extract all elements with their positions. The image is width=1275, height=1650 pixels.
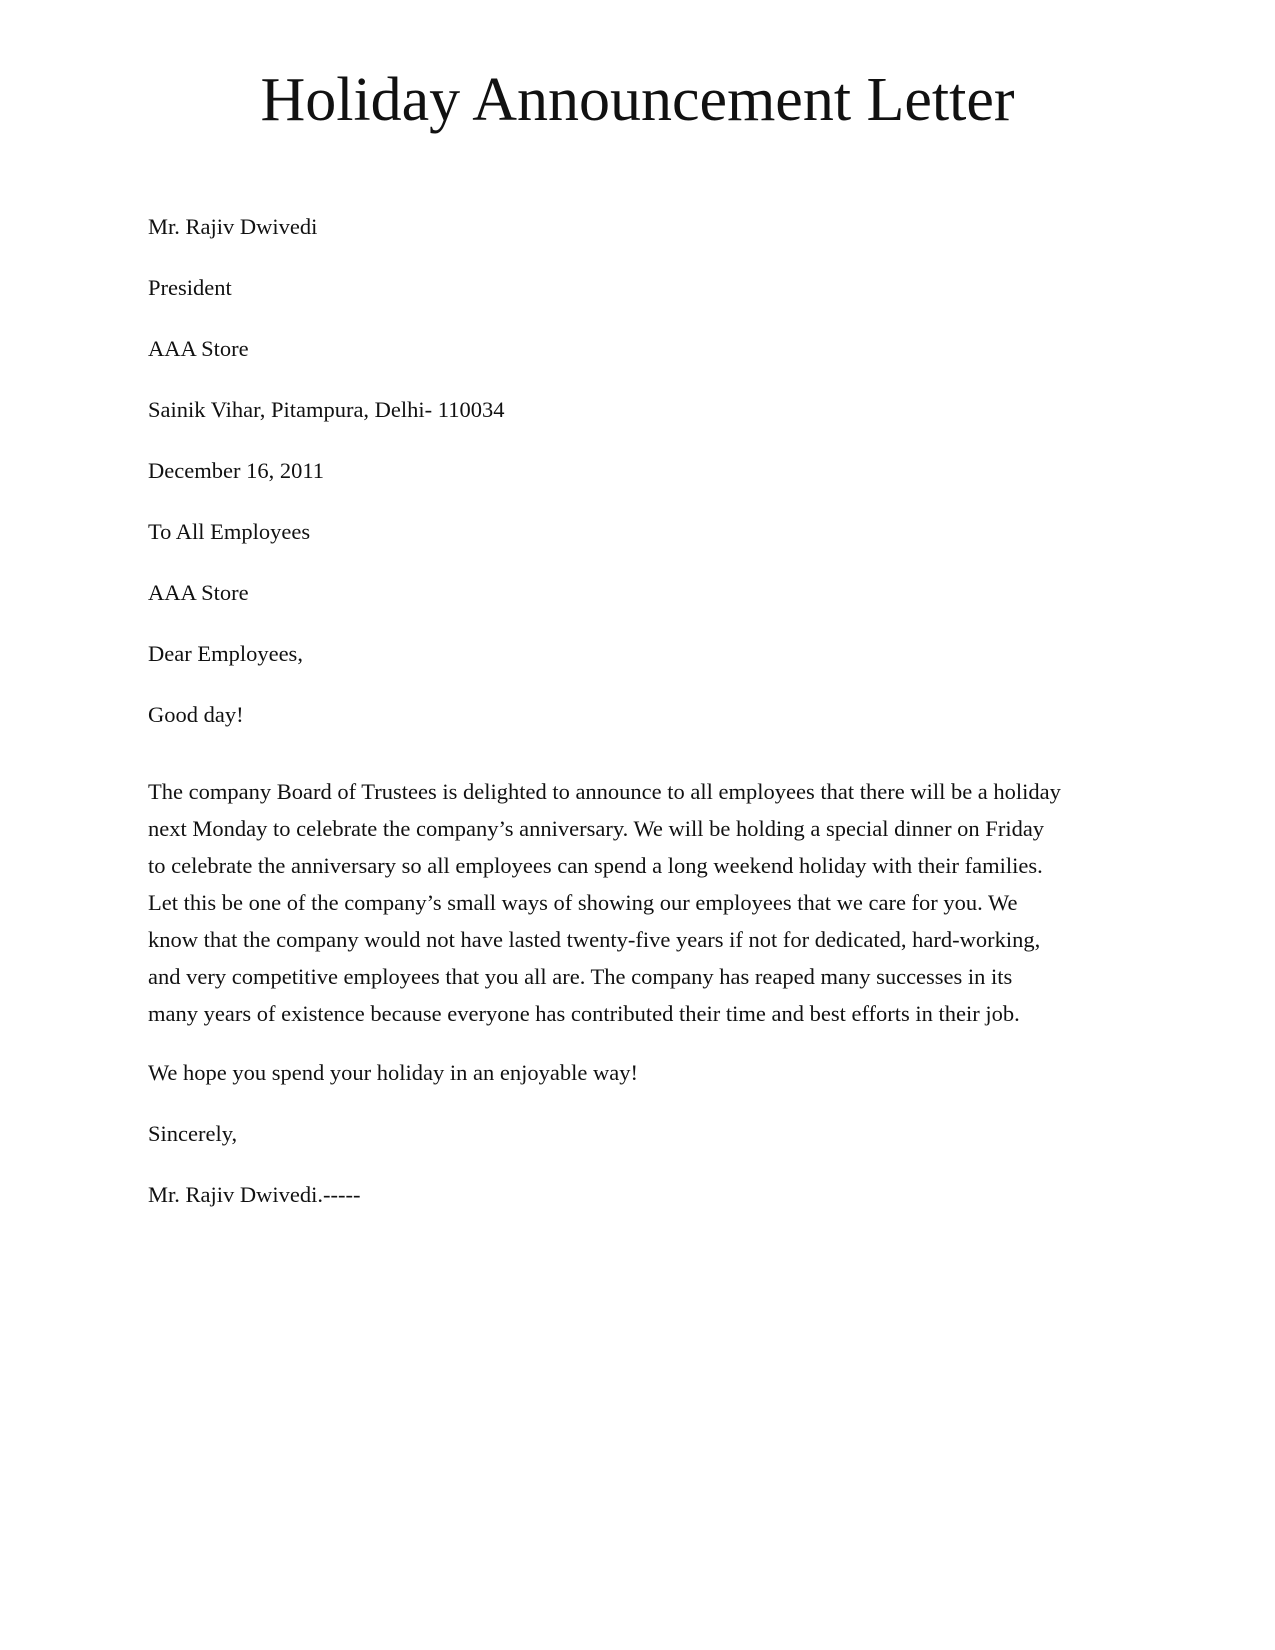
body-line: next Monday to celebrate the company’s anniversary. We will be holding a special dinner on Friday — [148, 816, 1045, 841]
body-line: The company Board of Trustees is delighted to announce to all employees that there will be a holiday — [148, 779, 1061, 804]
sender-address: Sainik Vihar, Pitampura, Delhi- 110034 — [148, 397, 505, 422]
sender-company: AAA Store — [148, 336, 249, 361]
body-line: to celebrate the anniversary so all employees can spend a long weekend holiday with their families. — [148, 853, 1043, 878]
letter-date: December 16, 2011 — [148, 458, 324, 483]
salutation: Dear Employees, — [148, 641, 303, 666]
body-line: and very competitive employees that you all are. The company has reaped many successes in its — [148, 964, 1013, 989]
body-line: Let this be one of the company’s small ways of showing our employees that we care for you. We — [148, 890, 1018, 915]
body-line: know that the company would not have lasted twenty-five years if not for dedicated, hard-working, — [148, 927, 1041, 952]
recipient-to: To All Employees — [148, 519, 311, 544]
body-line: many years of existence because everyone has contributed their time and best efforts in their job. — [148, 1001, 1020, 1026]
greeting: Good day! — [148, 702, 244, 727]
sender-name: Mr. Rajiv Dwivedi — [148, 214, 318, 239]
sign-off: Sincerely, — [148, 1121, 238, 1146]
signature: Mr. Rajiv Dwivedi.----- — [148, 1182, 361, 1207]
body-paragraph — [148, 773, 1128, 1032]
closing-wish: We hope you spend your holiday in an enjoyable way! — [148, 1060, 638, 1085]
recipient-company: AAA Store — [148, 580, 249, 605]
letter-title: Holiday Announcement Letter — [260, 66, 1015, 134]
sender-position: President — [148, 275, 232, 300]
